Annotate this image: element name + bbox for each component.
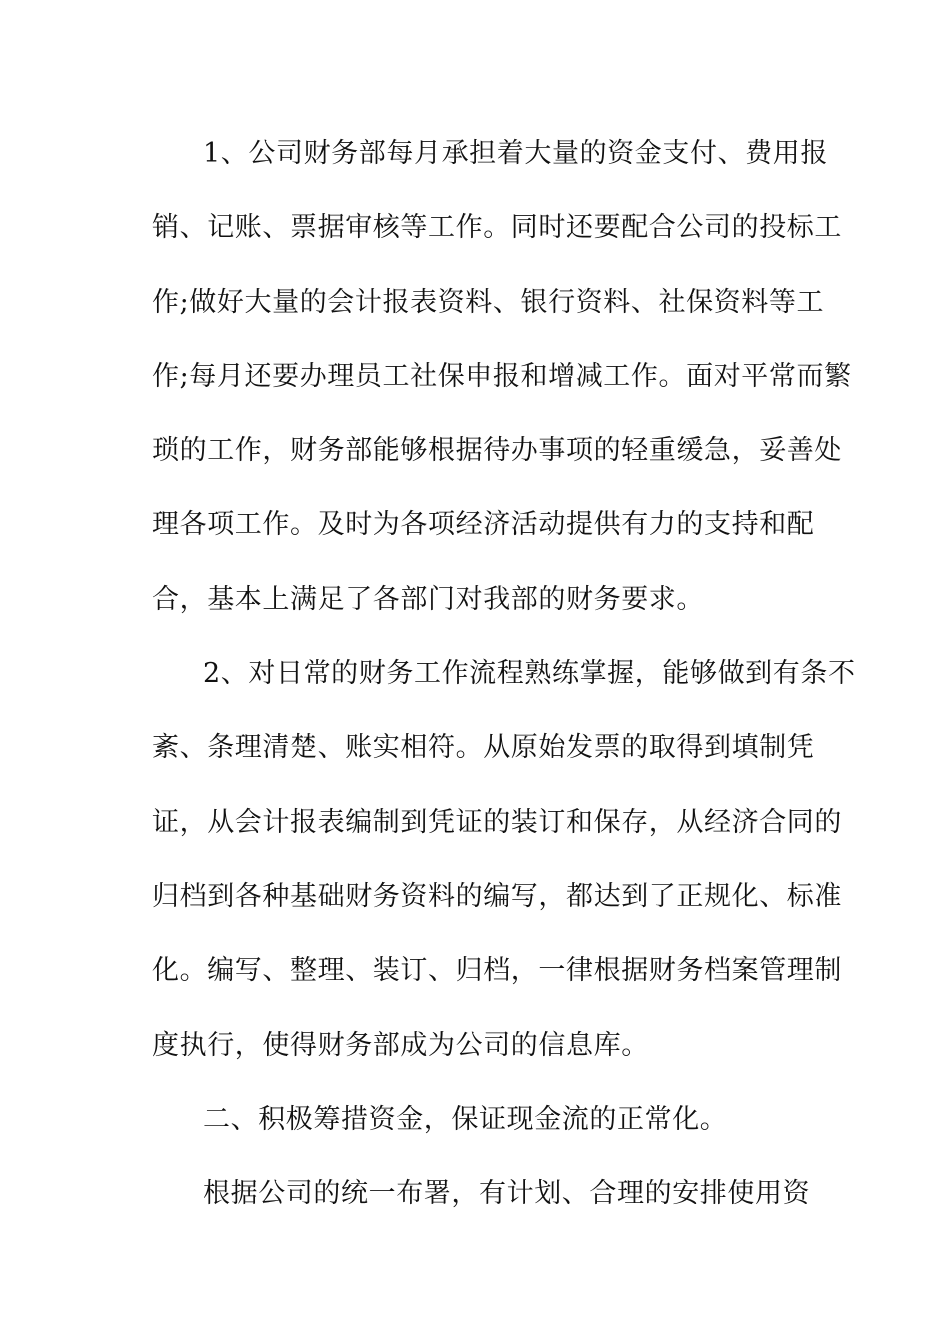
paragraph-2-line-6: 度执行，使得财务部成为公司的信息库。 [152,1030,649,1061]
paragraph-1-line-5: 琐的工作，财务部能够根据待办事项的轻重缓急，妥善处 [152,435,842,466]
paragraph-2-line-5: 化。编写、整理、装订、归档，一律根据财务档案管理制 [152,955,842,986]
paragraph-3-line-1: 根据公司的统一布署，有计划、合理的安排使用资 [203,1178,811,1209]
paragraph-1-line-2: 销、记账、票据审核等工作。同时还要配合公司的投标工 [152,212,842,243]
paragraph-1-line-6: 理各项工作。及时为各项经济活动提供有力的支持和配 [152,509,815,540]
paragraph-2-line-2: 紊、条理清楚、账实相符。从原始发票的取得到填制凭 [152,732,815,763]
paragraph-1-line-1: 1、公司财务部每月承担着大量的资金支付、费用报 [203,138,828,169]
paragraph-1-line-4: 作;每月还要办理员工社保申报和增减工作。面对平常而繁 [152,361,852,392]
paragraph-2-line-4: 归档到各种基础财务资料的编写，都达到了正规化、标准 [152,881,842,912]
paragraph-1-line-7: 合，基本上满足了各部门对我部的财务要求。 [152,584,704,615]
paragraph-1-line-3: 作;做好大量的会计报表资料、银行资料、社保资料等工 [152,287,825,318]
paragraph-2-line-1: 2、对日常的财务工作流程熟练掌握，能够做到有条不 [203,658,856,689]
section-heading-2: 二、积极筹措资金，保证现金流的正常化。 [203,1104,728,1135]
paragraph-2-line-3: 证，从会计报表编制到凭证的装订和保存，从经济合同的 [152,807,842,838]
